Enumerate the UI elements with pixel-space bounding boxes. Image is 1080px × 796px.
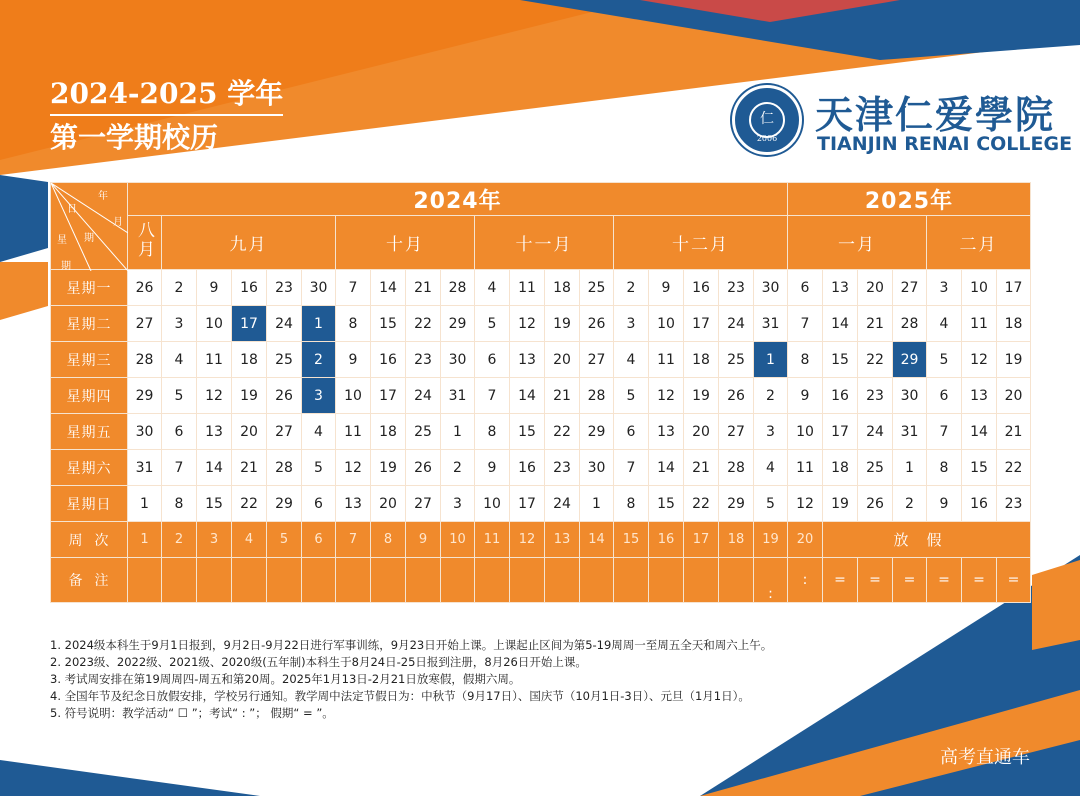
- day-cell: 16: [962, 486, 997, 522]
- day-cell: 24: [267, 306, 302, 342]
- day-cell: 14: [197, 450, 232, 486]
- day-cell: 16: [371, 342, 406, 378]
- day-cell: 1: [302, 306, 336, 342]
- page-subtitle: 第一学期校历: [50, 121, 219, 154]
- day-cell: 20: [997, 378, 1031, 414]
- weekday-row: [51, 486, 1031, 522]
- day-cell: 1: [580, 486, 614, 522]
- day-cell: 22: [406, 306, 441, 342]
- day-cell: 22: [997, 450, 1031, 486]
- day-cell: 11: [962, 306, 997, 342]
- page-title: 2024-2025 学年: [50, 72, 283, 116]
- remark-cell: [614, 558, 649, 603]
- day-cell: 8: [927, 450, 962, 486]
- week-number-cell: 3: [197, 522, 232, 558]
- day-cell: 14: [510, 378, 545, 414]
- day-cell: 29: [893, 342, 927, 378]
- remark-cell: [649, 558, 684, 603]
- day-cell: 13: [510, 342, 545, 378]
- footnote-item: 2. 2023级、2022级、2021级、2020级(五年制)本科生于8月24日-25日报到注册，8月26日开始上课。: [50, 655, 587, 669]
- remark-cell: [302, 558, 336, 603]
- day-cell: 11: [336, 414, 371, 450]
- day-cell: 24: [719, 306, 754, 342]
- month-header-jan: 一月: [788, 216, 927, 270]
- day-cell: 17: [510, 486, 545, 522]
- corner-day-label: 日: [67, 204, 77, 215]
- day-cell: 10: [788, 414, 823, 450]
- day-cell: 20: [858, 270, 893, 306]
- week-number-cell: 12: [510, 522, 545, 558]
- day-cell: 19: [684, 378, 719, 414]
- day-cell: 10: [197, 306, 232, 342]
- week-number-cell: 9: [406, 522, 441, 558]
- footnotes: [50, 637, 772, 722]
- day-cell: 5: [614, 378, 649, 414]
- week-number-cell: 15: [614, 522, 649, 558]
- day-cell: 25: [267, 342, 302, 378]
- corner-year-label: 年: [98, 191, 108, 202]
- remark-cell: [441, 558, 475, 603]
- day-cell: 8: [788, 342, 823, 378]
- day-cell: 30: [441, 342, 475, 378]
- day-cell: 29: [441, 306, 475, 342]
- day-cell: 25: [719, 342, 754, 378]
- corner-qi-label: 期: [84, 233, 94, 244]
- remark-cell: [162, 558, 197, 603]
- day-cell: 15: [962, 450, 997, 486]
- month-row: [51, 216, 1031, 270]
- day-cell: 2: [614, 270, 649, 306]
- day-cell: 14: [962, 414, 997, 450]
- day-cell: 7: [336, 270, 371, 306]
- remarks-label: 备 注: [51, 558, 128, 603]
- day-cell: 27: [893, 270, 927, 306]
- weekday-label: 星期一: [51, 270, 128, 306]
- day-cell: 16: [510, 450, 545, 486]
- day-cell: 6: [927, 378, 962, 414]
- day-cell: 23: [267, 270, 302, 306]
- day-cell: 31: [754, 306, 788, 342]
- footnote-item: 5. 符号说明：教学活动“ ☐ ”；考试“ : ”； 假期“ = ”。: [50, 706, 334, 720]
- week-number-cell: 18: [719, 522, 754, 558]
- day-cell: 21: [545, 378, 580, 414]
- day-cell: 26: [267, 378, 302, 414]
- remark-cell: [684, 558, 719, 603]
- week-number-cell: 14: [580, 522, 614, 558]
- day-cell: 15: [197, 486, 232, 522]
- day-cell: 9: [336, 342, 371, 378]
- day-cell: 15: [510, 414, 545, 450]
- day-cell: 29: [580, 414, 614, 450]
- day-cell: 9: [475, 450, 510, 486]
- remarks-row: [51, 558, 1031, 603]
- week-number-cell: 5: [267, 522, 302, 558]
- vacation-label: 放假: [823, 522, 1031, 558]
- day-cell: 5: [927, 342, 962, 378]
- day-cell: 28: [441, 270, 475, 306]
- footnote-item: 1. 2024级本科生于9月1日报到，9月2日-9月22日进行军事训练，9月23日开始上课。上课起止区间为第5-19周周一至周五全天和周六上午。: [50, 638, 773, 652]
- day-cell: 30: [754, 270, 788, 306]
- day-cell: 27: [719, 414, 754, 450]
- weekday-row: [51, 414, 1031, 450]
- day-cell: 6: [162, 414, 197, 450]
- day-cell: 12: [510, 306, 545, 342]
- day-cell: 17: [997, 270, 1031, 306]
- week-number-cell: 13: [545, 522, 580, 558]
- month-header-feb: 二月: [927, 216, 1031, 270]
- day-cell: 21: [858, 306, 893, 342]
- day-cell: 12: [962, 342, 997, 378]
- day-cell: 20: [371, 486, 406, 522]
- day-cell: 12: [336, 450, 371, 486]
- weekday-label: 星期五: [51, 414, 128, 450]
- day-cell: 24: [858, 414, 893, 450]
- remark-cell: =: [823, 558, 858, 603]
- day-cell: 10: [336, 378, 371, 414]
- day-cell: 30: [893, 378, 927, 414]
- year-2025-header: 2025年: [788, 183, 1031, 216]
- day-cell: 6: [614, 414, 649, 450]
- day-cell: 21: [684, 450, 719, 486]
- week-number-cell: 2: [162, 522, 197, 558]
- day-cell: 29: [267, 486, 302, 522]
- day-cell: 11: [510, 270, 545, 306]
- day-cell: 26: [580, 306, 614, 342]
- week-number-cell: 17: [684, 522, 719, 558]
- week-number-cell: 7: [336, 522, 371, 558]
- day-cell: 19: [545, 306, 580, 342]
- remark-cell: =: [927, 558, 962, 603]
- weekday-row: [51, 450, 1031, 486]
- month-header-aug: 八月: [128, 216, 162, 270]
- day-cell: 14: [649, 450, 684, 486]
- day-cell: 20: [545, 342, 580, 378]
- day-cell: 17: [823, 414, 858, 450]
- day-cell: 28: [893, 306, 927, 342]
- remark-cell: [719, 558, 754, 603]
- day-cell: 8: [336, 306, 371, 342]
- day-cell: 31: [441, 378, 475, 414]
- day-cell: 31: [893, 414, 927, 450]
- day-cell: 18: [997, 306, 1031, 342]
- day-cell: 11: [788, 450, 823, 486]
- remark-cell: [475, 558, 510, 603]
- week-number-cell: 1: [128, 522, 162, 558]
- remark-cell: [545, 558, 580, 603]
- corner-month-label: 月: [113, 217, 123, 228]
- day-cell: 25: [580, 270, 614, 306]
- day-cell: 6: [302, 486, 336, 522]
- day-cell: 5: [754, 486, 788, 522]
- day-cell: 29: [719, 486, 754, 522]
- remark-cell: [580, 558, 614, 603]
- remark-cell: [371, 558, 406, 603]
- day-cell: 15: [649, 486, 684, 522]
- day-cell: 7: [927, 414, 962, 450]
- remark-cell: :: [788, 558, 823, 603]
- day-cell: 27: [267, 414, 302, 450]
- day-cell: 23: [719, 270, 754, 306]
- day-cell: 6: [475, 342, 510, 378]
- day-cell: 18: [545, 270, 580, 306]
- day-cell: 2: [754, 378, 788, 414]
- watermark-text: 高考直通车: [940, 747, 1030, 768]
- day-cell: 23: [545, 450, 580, 486]
- day-cell: 9: [197, 270, 232, 306]
- day-cell: 19: [232, 378, 267, 414]
- day-cell: 4: [302, 414, 336, 450]
- day-cell: 14: [823, 306, 858, 342]
- day-cell: 1: [128, 486, 162, 522]
- logo-year: 2006: [756, 134, 778, 143]
- day-cell: 23: [997, 486, 1031, 522]
- day-cell: 23: [858, 378, 893, 414]
- day-cell: 4: [754, 450, 788, 486]
- day-cell: 12: [788, 486, 823, 522]
- day-cell: 21: [232, 450, 267, 486]
- day-cell: 7: [162, 450, 197, 486]
- day-cell: 23: [406, 342, 441, 378]
- day-cell: 13: [197, 414, 232, 450]
- day-cell: 3: [614, 306, 649, 342]
- corner-week-label: 星: [57, 235, 67, 246]
- remark-cell: =: [893, 558, 927, 603]
- weekday-label: 星期四: [51, 378, 128, 414]
- weekday-row: [51, 342, 1031, 378]
- remark-cell: [510, 558, 545, 603]
- day-cell: 30: [302, 270, 336, 306]
- day-cell: 30: [128, 414, 162, 450]
- weekday-label: 星期三: [51, 342, 128, 378]
- day-cell: 4: [927, 306, 962, 342]
- day-cell: 28: [719, 450, 754, 486]
- day-cell: 5: [302, 450, 336, 486]
- week-number-cell: 16: [649, 522, 684, 558]
- day-cell: 13: [962, 378, 997, 414]
- day-cell: 22: [684, 486, 719, 522]
- day-cell: 10: [649, 306, 684, 342]
- header-corner-cell: [51, 183, 128, 270]
- week-number-cell: 20: [788, 522, 823, 558]
- day-cell: 30: [580, 450, 614, 486]
- day-cell: 11: [197, 342, 232, 378]
- day-cell: 9: [927, 486, 962, 522]
- day-cell: 9: [788, 378, 823, 414]
- day-cell: 24: [545, 486, 580, 522]
- day-cell: 4: [475, 270, 510, 306]
- day-cell: 17: [232, 306, 267, 342]
- day-cell: 1: [441, 414, 475, 450]
- day-cell: 18: [684, 342, 719, 378]
- weekday-row: [51, 378, 1031, 414]
- day-cell: 2: [302, 342, 336, 378]
- remark-cell: [406, 558, 441, 603]
- day-cell: 3: [754, 414, 788, 450]
- weekday-label: 星期六: [51, 450, 128, 486]
- week-number-cell: 4: [232, 522, 267, 558]
- day-cell: 3: [441, 486, 475, 522]
- day-cell: 4: [614, 342, 649, 378]
- week-number-cell: 11: [475, 522, 510, 558]
- week-number-row: [51, 522, 1031, 558]
- week-number-label: 周 次: [51, 522, 128, 558]
- day-cell: 7: [788, 306, 823, 342]
- day-cell: 5: [475, 306, 510, 342]
- day-cell: 26: [719, 378, 754, 414]
- week-number-cell: 6: [302, 522, 336, 558]
- month-header-oct: 十月: [336, 216, 475, 270]
- remark-cell: [197, 558, 232, 603]
- day-cell: 3: [302, 378, 336, 414]
- remark-cell: [232, 558, 267, 603]
- day-cell: 13: [336, 486, 371, 522]
- day-cell: 7: [475, 378, 510, 414]
- weekday-label: 星期二: [51, 306, 128, 342]
- day-cell: 8: [614, 486, 649, 522]
- day-cell: 16: [823, 378, 858, 414]
- week-number-cell: 10: [441, 522, 475, 558]
- footnote-item: 3. 考试周安排在第19周周四-周五和第20周。2025年1月13日-2月21日放寒假，假期六周。: [50, 672, 521, 686]
- week-number-cell: 8: [371, 522, 406, 558]
- day-cell: 27: [580, 342, 614, 378]
- day-cell: 18: [371, 414, 406, 450]
- remark-cell: =: [962, 558, 997, 603]
- day-cell: 31: [128, 450, 162, 486]
- day-cell: 19: [997, 342, 1031, 378]
- day-cell: 26: [858, 486, 893, 522]
- footnote-item: 4. 全国年节及纪念日放假安排，学校另行通知。教学周中法定节假日为：中秋节（9月17日）、国庆节（10月1日-3日）、元旦（1月1日）。: [50, 689, 750, 703]
- day-cell: 13: [823, 270, 858, 306]
- day-cell: 2: [441, 450, 475, 486]
- day-cell: 15: [823, 342, 858, 378]
- day-cell: 4: [162, 342, 197, 378]
- day-cell: 18: [232, 342, 267, 378]
- day-cell: 2: [162, 270, 197, 306]
- day-cell: 14: [371, 270, 406, 306]
- remark-cell: [336, 558, 371, 603]
- remark-cell: :: [754, 558, 788, 603]
- remark-cell: [267, 558, 302, 603]
- day-cell: 25: [406, 414, 441, 450]
- day-cell: 29: [128, 378, 162, 414]
- day-cell: 26: [406, 450, 441, 486]
- day-cell: 3: [162, 306, 197, 342]
- day-cell: 2: [893, 486, 927, 522]
- day-cell: 28: [580, 378, 614, 414]
- day-cell: 27: [406, 486, 441, 522]
- year-row: [51, 183, 1031, 216]
- day-cell: 3: [927, 270, 962, 306]
- month-header-nov: 十一月: [475, 216, 614, 270]
- day-cell: 21: [997, 414, 1031, 450]
- day-cell: 27: [128, 306, 162, 342]
- college-name-cn: 天津仁爱學院: [815, 92, 1056, 137]
- day-cell: 26: [128, 270, 162, 306]
- day-cell: 15: [371, 306, 406, 342]
- day-cell: 8: [475, 414, 510, 450]
- day-cell: 1: [893, 450, 927, 486]
- weekday-label: 星期日: [51, 486, 128, 522]
- remark-cell: [128, 558, 162, 603]
- day-cell: 12: [649, 378, 684, 414]
- remark-cell: =: [858, 558, 893, 603]
- day-cell: 17: [684, 306, 719, 342]
- year-2024-header: 2024年: [128, 183, 788, 216]
- day-cell: 11: [649, 342, 684, 378]
- day-cell: 12: [197, 378, 232, 414]
- day-cell: 22: [858, 342, 893, 378]
- day-cell: 13: [649, 414, 684, 450]
- college-seal-logo: 2006 仁: [732, 85, 802, 155]
- day-cell: 10: [962, 270, 997, 306]
- day-cell: 19: [371, 450, 406, 486]
- day-cell: 25: [858, 450, 893, 486]
- week-number-cell: 19: [754, 522, 788, 558]
- day-cell: 17: [371, 378, 406, 414]
- day-cell: 19: [823, 486, 858, 522]
- day-cell: 6: [788, 270, 823, 306]
- day-cell: 10: [475, 486, 510, 522]
- day-cell: 28: [128, 342, 162, 378]
- remark-cell: =: [997, 558, 1031, 603]
- weekday-row: [51, 270, 1031, 306]
- day-cell: 21: [406, 270, 441, 306]
- college-name-en: TIANJIN RENAI COLLEGE: [817, 133, 1073, 155]
- month-header-sep: 九月: [162, 216, 336, 270]
- day-cell: 28: [267, 450, 302, 486]
- month-header-dec: 十二月: [614, 216, 788, 270]
- day-cell: 5: [162, 378, 197, 414]
- day-cell: 7: [614, 450, 649, 486]
- day-cell: 20: [684, 414, 719, 450]
- academic-calendar-table: [50, 182, 1031, 603]
- day-cell: 18: [823, 450, 858, 486]
- day-cell: 9: [649, 270, 684, 306]
- day-cell: 16: [684, 270, 719, 306]
- day-cell: 1: [754, 342, 788, 378]
- day-cell: 20: [232, 414, 267, 450]
- weekday-row: [51, 306, 1031, 342]
- day-cell: 22: [232, 486, 267, 522]
- day-cell: 8: [162, 486, 197, 522]
- corner-qi2-label: 期: [61, 261, 71, 272]
- day-cell: 24: [406, 378, 441, 414]
- day-cell: 22: [545, 414, 580, 450]
- day-cell: 16: [232, 270, 267, 306]
